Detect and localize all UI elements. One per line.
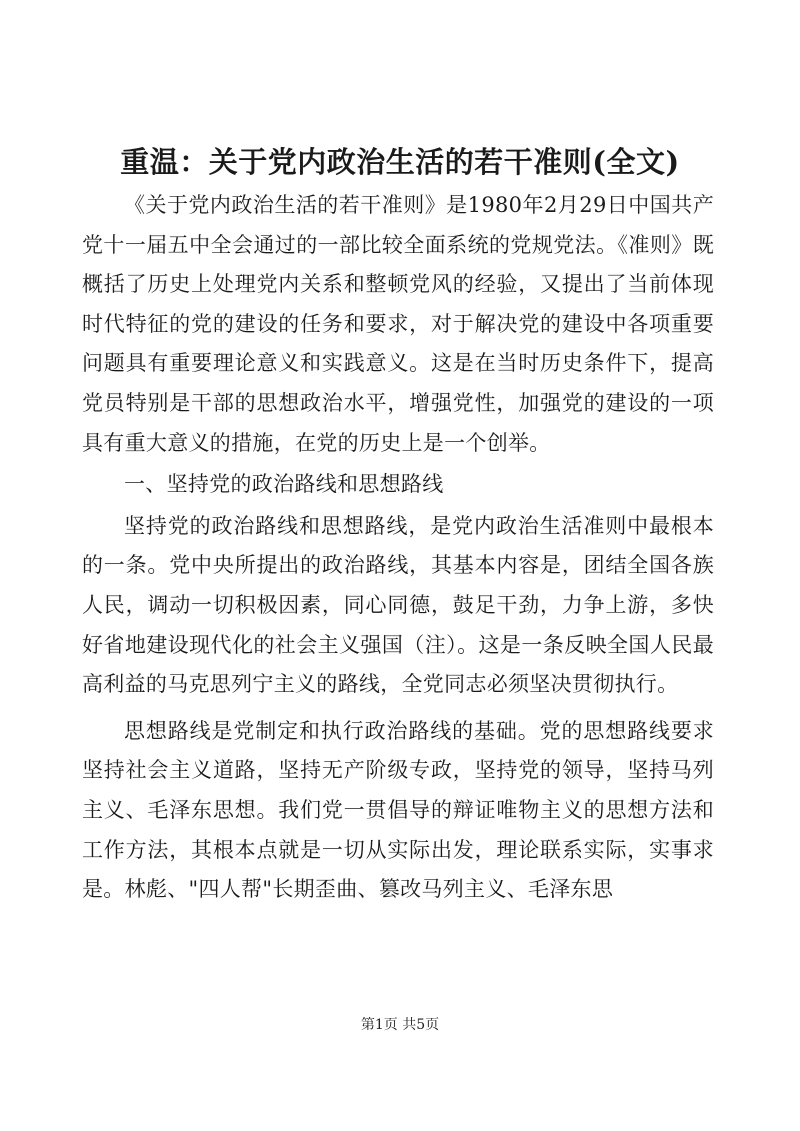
document-title: 重温：关于党内政治生活的若干准则(全文): [120, 145, 680, 179]
paragraph-ideological-line: 思想路线是党制定和执行政治路线的基础。党的思想路线要求坚持社会主义道路，坚持无产阶级专政，坚持党的领导，坚持马列主义、毛泽东思想。我们党一贯倡导的辩证唯物主义的思想方法和工作方法，其根本点就是一切从实际出发，理论联系实际，实事求是。林彪、"四人帮"长期歪曲、篡改马列主义、毛泽东思: [82, 718, 714, 902]
page-footer: 第1页 共5页: [360, 1017, 440, 1033]
paragraph-intro: 《关于党内政治生活的若干准则》是1980年2月29日中国共产党十一届五中全会通过的一部比较全面系统的党规党法。《准则》既概括了历史上处理党内关系和整顿党风的经验，又提出了当前体现时代特征的党的建设的任务和要求，对于解决党的建设中各项重要问题具有重要理论意义和实践意义。这是在当时历史条件下，提高党员特别是干部的思想政治水平，增强党性，加强党的建设的一项具有重大意义的措施，在党的历史上是一个创举。: [82, 193, 714, 455]
paragraph-political-line: 坚持党的政治路线和思想路线，是党内政治生活准则中最根本的一条。党中央所提出的政治路线，其基本内容是，团结全国各族人民，调动一切积极因素，同心同德，鼓足干劲，力争上游，多快好省地建设现代化的社会主义强国（注）。这是一条反映全国人民最高利益的马克思列宁主义的路线，全党同志必须坚决贯彻执行。: [82, 513, 714, 697]
section-heading: 一、坚持党的政治路线和思想路线: [124, 472, 444, 497]
document-body: [82, 186, 714, 910]
